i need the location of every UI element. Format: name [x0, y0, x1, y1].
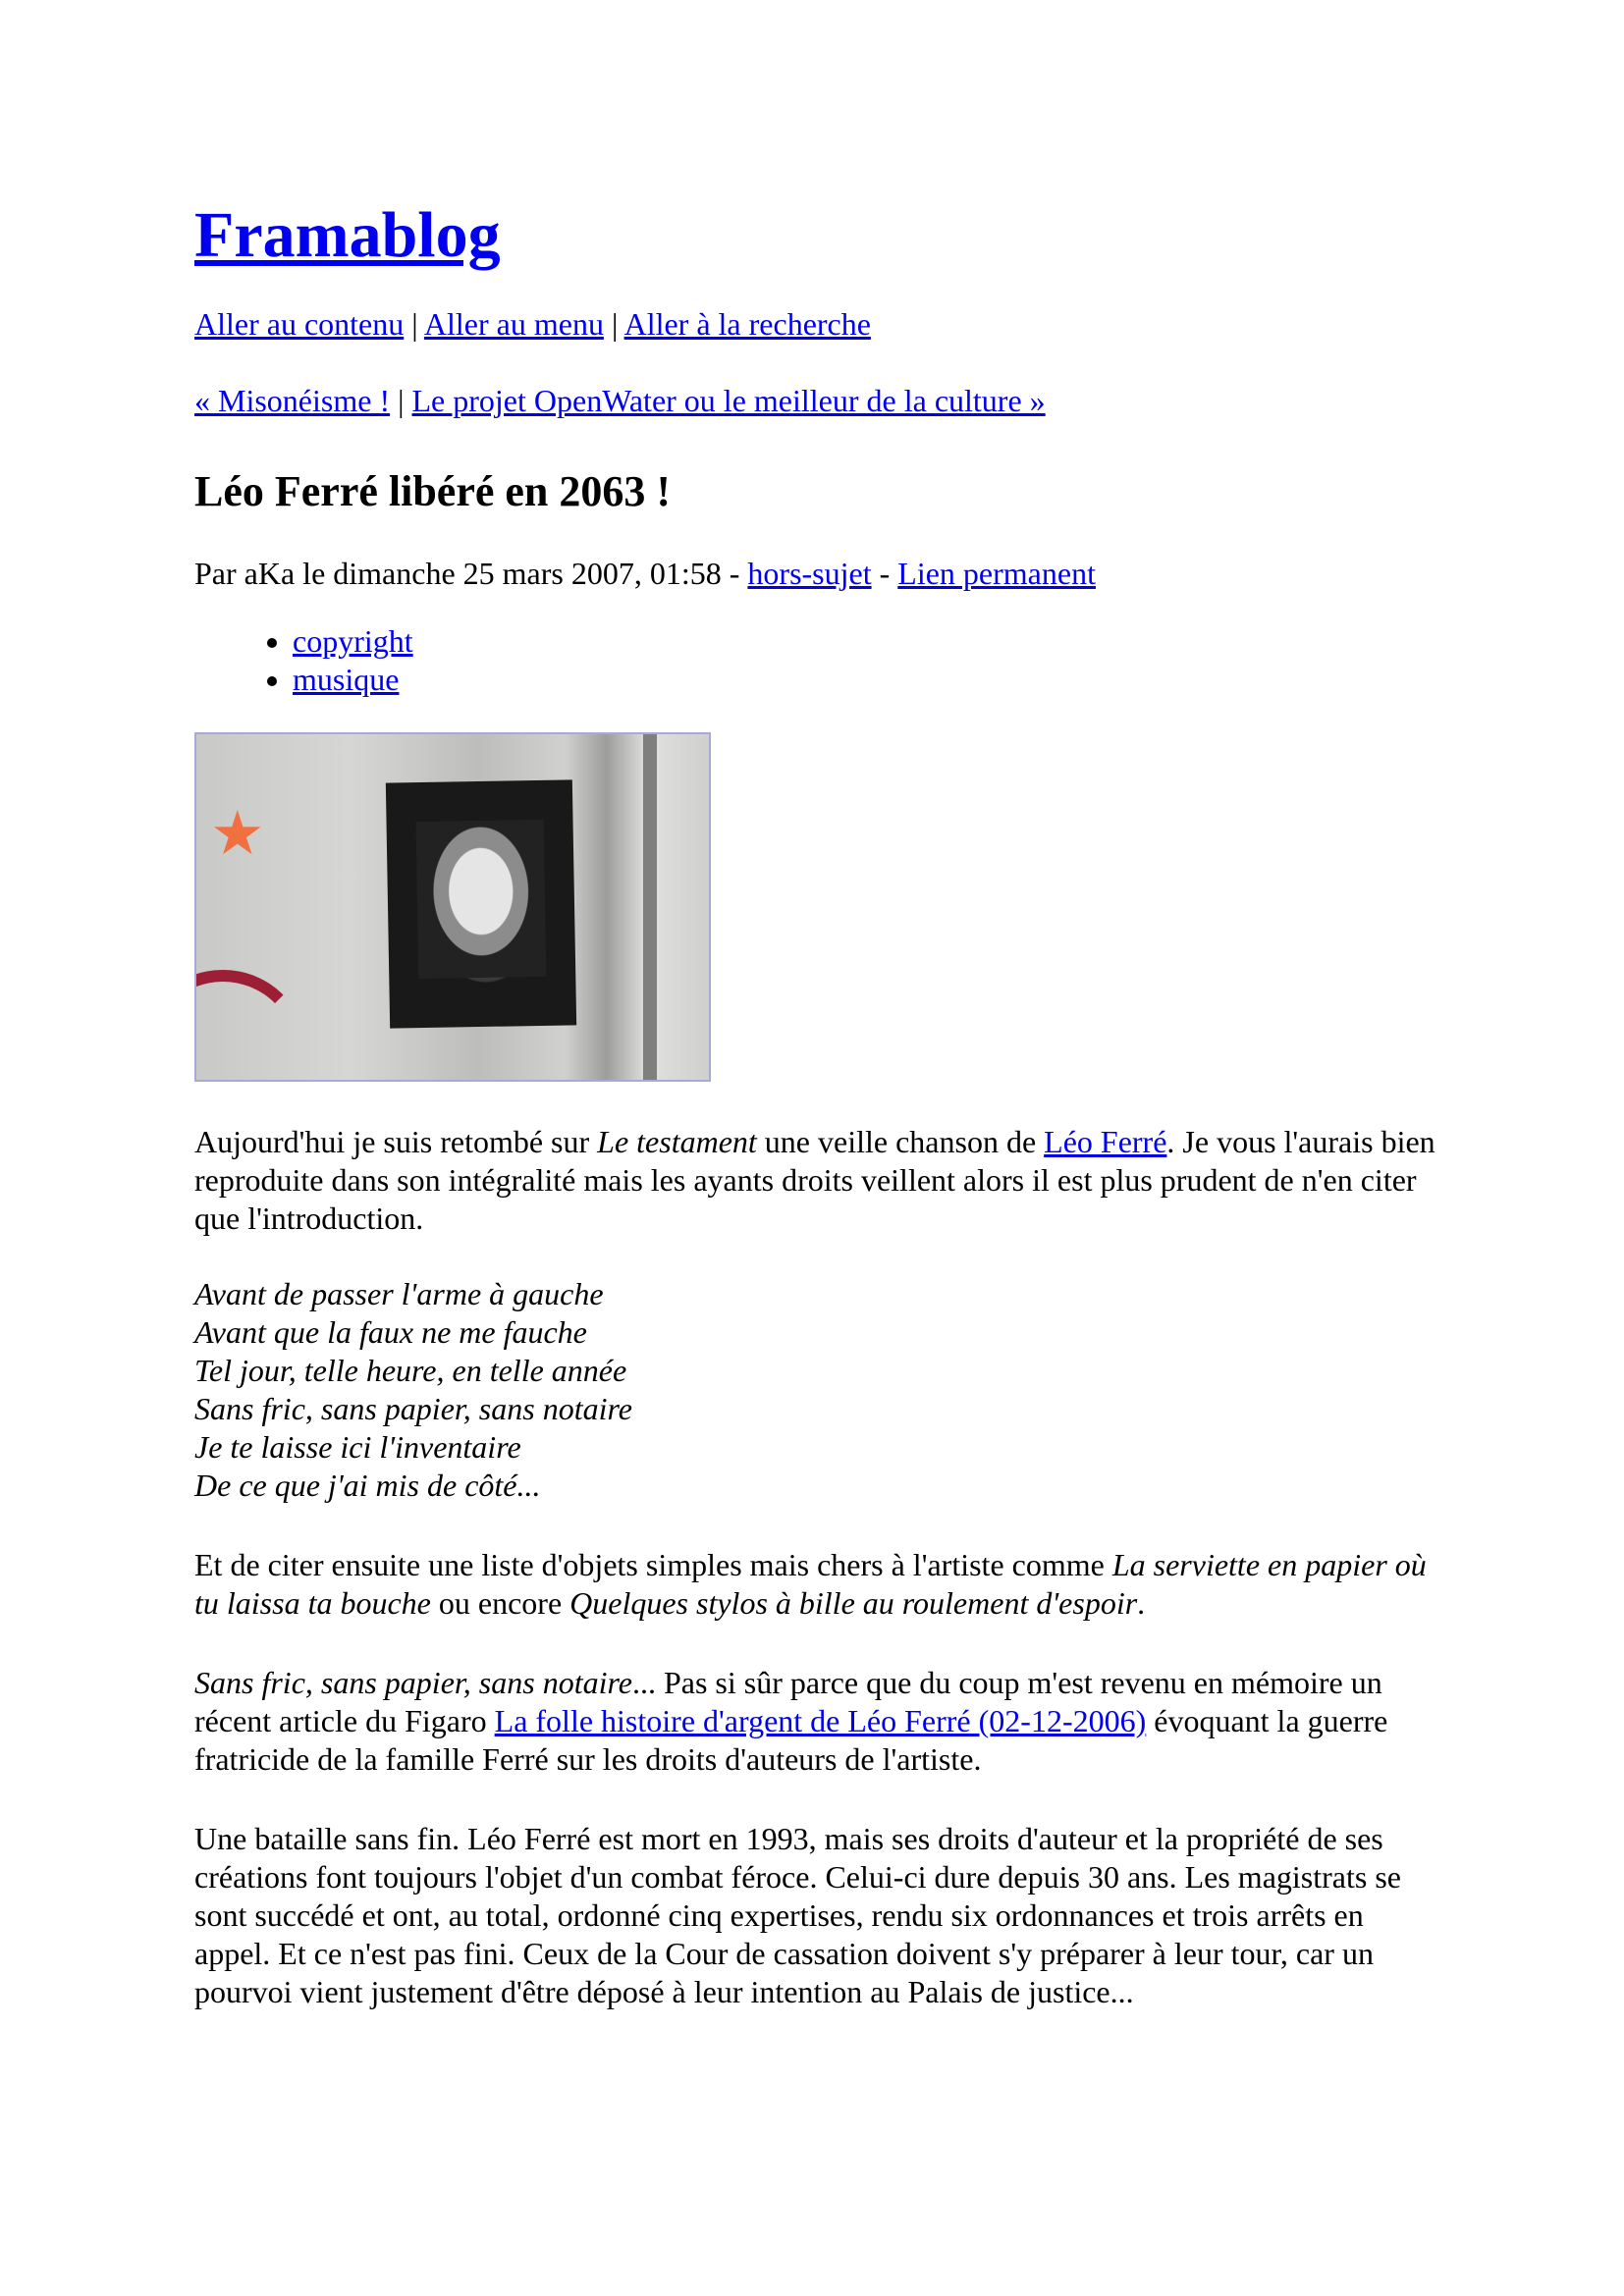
tag-item	[293, 622, 1441, 661]
song-verse	[194, 1275, 1441, 1505]
wall-edge	[643, 734, 657, 1082]
text-span: Aujourd'hui je suis retombé sur	[194, 1124, 598, 1159]
skip-to-content-link[interactable]: Aller au contenu	[194, 306, 405, 342]
verse-line: De ce que j'ai mis de côté...	[194, 1468, 541, 1503]
post-meta-text: Par aKa le dimanche 25 mars 2007, 01:58 -	[194, 556, 740, 591]
red-graffiti-arc	[194, 970, 308, 1082]
tag-list	[194, 622, 1441, 699]
page-content	[194, 187, 1441, 2043]
paragraph-figaro	[194, 1664, 1441, 1779]
skip-links	[194, 304, 1441, 344]
paragraph-battle: Une bataille sans fin. Léo Ferré est mort en 1993, mais ses droits d'auteur et la propriété de ses créations font toujours l'objet d'un combat féroce. Celui-ci dure depuis 30 ans. Les magistrats se sont succédé et ont, au total, ordonné cinq expertises, rendu six ordonnances et trois arrêts en appel. Et ce n'est pas fini. Ceux de la Cour de cassation doivent s'y préparer à leur tour, car un pourvoi vient justement d'être déposé à leur intention au Palais de justice...	[194, 1821, 1401, 2009]
quote-italic: La serviette en papier où tu laissa ta bouche	[194, 1547, 1427, 1621]
figaro-article-link[interactable]: La folle histoire d'argent de Léo Ferré (02-12-2006)	[494, 1703, 1147, 1738]
text-span: une veille chanson de	[756, 1124, 1045, 1159]
text-span: .	[1137, 1585, 1146, 1621]
post-navigation	[194, 381, 1441, 420]
star-graffiti-icon: ★	[210, 797, 265, 869]
verse-line: Avant que la faux ne me fauche	[194, 1314, 587, 1350]
site-title	[194, 187, 1441, 304]
site-title-link[interactable]: Framablog	[194, 199, 501, 271]
next-post-link[interactable]: Le projet OpenWater ou le meilleur de la culture »	[411, 383, 1046, 418]
text-span: Et de citer ensuite une liste d'objets simples mais chers à l'artiste comme	[194, 1547, 1112, 1582]
post-nav-separator: |	[398, 383, 405, 418]
stencil-portrait	[386, 779, 576, 1028]
category-link[interactable]: hors-sujet	[747, 556, 872, 591]
verse-line: Sans fric, sans papier, sans notaire	[194, 1391, 632, 1426]
permalink-link[interactable]: Lien permanent	[897, 556, 1096, 591]
tag-link-musique[interactable]: musique	[293, 662, 400, 697]
paragraph-intro	[194, 1123, 1441, 1238]
tag-item	[293, 661, 1441, 699]
quote-italic: Sans fric, sans papier, sans notaire	[194, 1665, 632, 1700]
post-meta-separator: -	[879, 556, 891, 591]
skip-separator: |	[611, 306, 619, 342]
verse-line: Avant de passer l'arme à gauche	[194, 1276, 604, 1311]
text-span: évoquant la guerre fratricide de la famille Ferré sur les droits d'auteurs de l'artiste.	[194, 1703, 1388, 1777]
previous-post-link[interactable]: « Misonéisme !	[194, 383, 391, 418]
post-image	[194, 732, 711, 1082]
quote-italic: Quelques stylos à bille au roulement d'espoir	[569, 1585, 1138, 1621]
skip-to-search-link[interactable]: Aller à la recherche	[623, 306, 871, 342]
skip-separator: |	[411, 306, 418, 342]
post-meta	[194, 554, 1441, 593]
text-span: . Je vous l'aurais bien reproduite dans son intégralité mais les ayants droits veillent alors il est plus prudent de n'en citer que l'introduction.	[194, 1124, 1435, 1236]
post-title: Léo Ferré libéré en 2063 !	[194, 467, 672, 515]
song-title: Le testament	[597, 1124, 757, 1159]
paragraph-objects	[194, 1546, 1441, 1623]
verse-line: Je te laisse ici l'inventaire	[194, 1429, 521, 1465]
stencil-face	[416, 820, 547, 979]
text-span: ... Pas si sûr parce que du coup m'est revenu en mémoire un récent article du Figaro	[194, 1665, 1382, 1738]
leo-ferre-link[interactable]: Léo Ferré	[1044, 1124, 1167, 1159]
verse-line: Tel jour, telle heure, en telle année	[194, 1353, 627, 1388]
skip-to-menu-link[interactable]: Aller au menu	[423, 306, 604, 342]
tag-link-copyright[interactable]: copyright	[293, 623, 413, 659]
text-span: ou encore	[430, 1585, 570, 1621]
